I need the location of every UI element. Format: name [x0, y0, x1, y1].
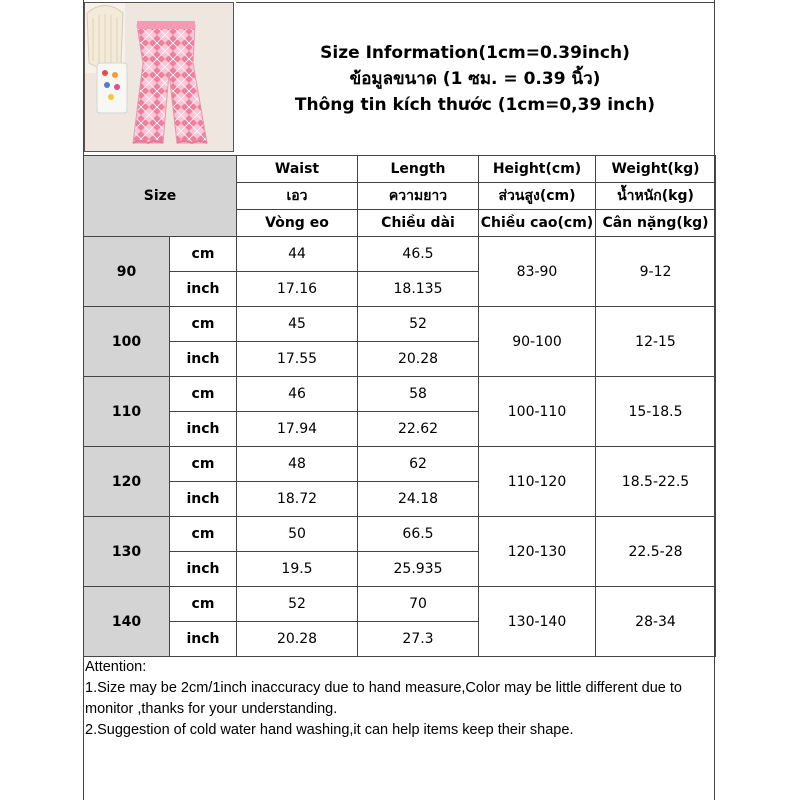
weight-range: 9-12 — [596, 237, 716, 307]
waist-inch: 20.28 — [237, 622, 358, 657]
table-row — [84, 237, 716, 272]
waist-inch: 19.5 — [237, 552, 358, 587]
header-row-english — [84, 156, 716, 183]
waist-cm: 48 — [237, 447, 358, 482]
length-inch: 18.135 — [358, 272, 479, 307]
weight-range: 12-15 — [596, 307, 716, 377]
length-cm: 58 — [358, 377, 479, 412]
attention-notes — [85, 657, 713, 741]
table-row — [84, 377, 716, 412]
table-row — [84, 307, 716, 342]
length-inch: 27.3 — [358, 622, 479, 657]
size-value: 100 — [84, 307, 170, 377]
product-photo — [84, 2, 234, 152]
unit-inch: inch — [170, 412, 237, 447]
length-cm: 46.5 — [358, 237, 479, 272]
col-length-th: ความยาว — [358, 183, 479, 210]
table-row — [84, 587, 716, 622]
attention-line-2: 2.Suggestion of cold water hand washing,it can help items keep their shape. — [85, 722, 574, 738]
waist-cm: 45 — [237, 307, 358, 342]
waist-cm: 52 — [237, 587, 358, 622]
col-weight-en: Weight(kg) — [596, 156, 716, 183]
size-value: 120 — [84, 447, 170, 517]
weight-range: 18.5-22.5 — [596, 447, 716, 517]
waist-inch: 17.55 — [237, 342, 358, 377]
unit-cm: cm — [170, 447, 237, 482]
waist-cm: 50 — [237, 517, 358, 552]
size-header: Size — [84, 156, 237, 237]
col-length-en: Length — [358, 156, 479, 183]
pants-illustration — [85, 3, 234, 152]
weight-range: 22.5-28 — [596, 517, 716, 587]
size-information-header — [236, 2, 714, 154]
unit-cm: cm — [170, 517, 237, 552]
length-cm: 62 — [358, 447, 479, 482]
height-range: 120-130 — [479, 517, 596, 587]
length-cm: 70 — [358, 587, 479, 622]
length-inch: 24.18 — [358, 482, 479, 517]
unit-cm: cm — [170, 237, 237, 272]
table-row — [84, 517, 716, 552]
length-inch: 22.62 — [358, 412, 479, 447]
unit-inch: inch — [170, 482, 237, 517]
col-height-en: Height(cm) — [479, 156, 596, 183]
unit-inch: inch — [170, 622, 237, 657]
length-inch: 25.935 — [358, 552, 479, 587]
length-cm: 52 — [358, 307, 479, 342]
size-value: 130 — [84, 517, 170, 587]
size-value: 90 — [84, 237, 170, 307]
height-range: 130-140 — [479, 587, 596, 657]
height-range: 100-110 — [479, 377, 596, 447]
header-vietnamese: Thông tin kích thước (1cm=0,39 inch) — [294, 94, 656, 115]
col-height-th: ส่วนสูง(cm) — [479, 183, 596, 210]
col-weight-vi: Cân nặng(kg) — [596, 210, 716, 237]
col-length-vi: Chiều dài — [358, 210, 479, 237]
header-thai: ข้อมูลขนาด (1 ซม. = 0.39 นิ้ว) — [349, 68, 601, 89]
attention-line-1: 1.Size may be 2cm/1inch inaccuracy due to hand measure,Color may be little different due to monitor ,thanks for your understanding. — [85, 680, 682, 717]
size-value: 140 — [84, 587, 170, 657]
waist-cm: 46 — [237, 377, 358, 412]
waist-inch: 17.16 — [237, 272, 358, 307]
attention-title: Attention: — [85, 659, 147, 675]
col-weight-th: น้ำหนัก(kg) — [596, 183, 716, 210]
col-height-vi: Chiều cao(cm) — [479, 210, 596, 237]
col-waist-th: เอว — [237, 183, 358, 210]
unit-inch: inch — [170, 552, 237, 587]
weight-range: 28-34 — [596, 587, 716, 657]
header-english: Size Information(1cm=0.39inch) — [320, 42, 630, 63]
length-inch: 20.28 — [358, 342, 479, 377]
unit-cm: cm — [170, 307, 237, 342]
waist-inch: 17.94 — [237, 412, 358, 447]
waist-cm: 44 — [237, 237, 358, 272]
height-range: 90-100 — [479, 307, 596, 377]
waist-inch: 18.72 — [237, 482, 358, 517]
col-waist-en: Waist — [237, 156, 358, 183]
col-waist-vi: Vòng eo — [237, 210, 358, 237]
size-value: 110 — [84, 377, 170, 447]
unit-cm: cm — [170, 587, 237, 622]
table-row — [84, 447, 716, 482]
weight-range: 15-18.5 — [596, 377, 716, 447]
unit-inch: inch — [170, 342, 237, 377]
unit-inch: inch — [170, 272, 237, 307]
size-table — [83, 155, 716, 657]
length-cm: 66.5 — [358, 517, 479, 552]
height-range: 83-90 — [479, 237, 596, 307]
height-range: 110-120 — [479, 447, 596, 517]
unit-cm: cm — [170, 377, 237, 412]
